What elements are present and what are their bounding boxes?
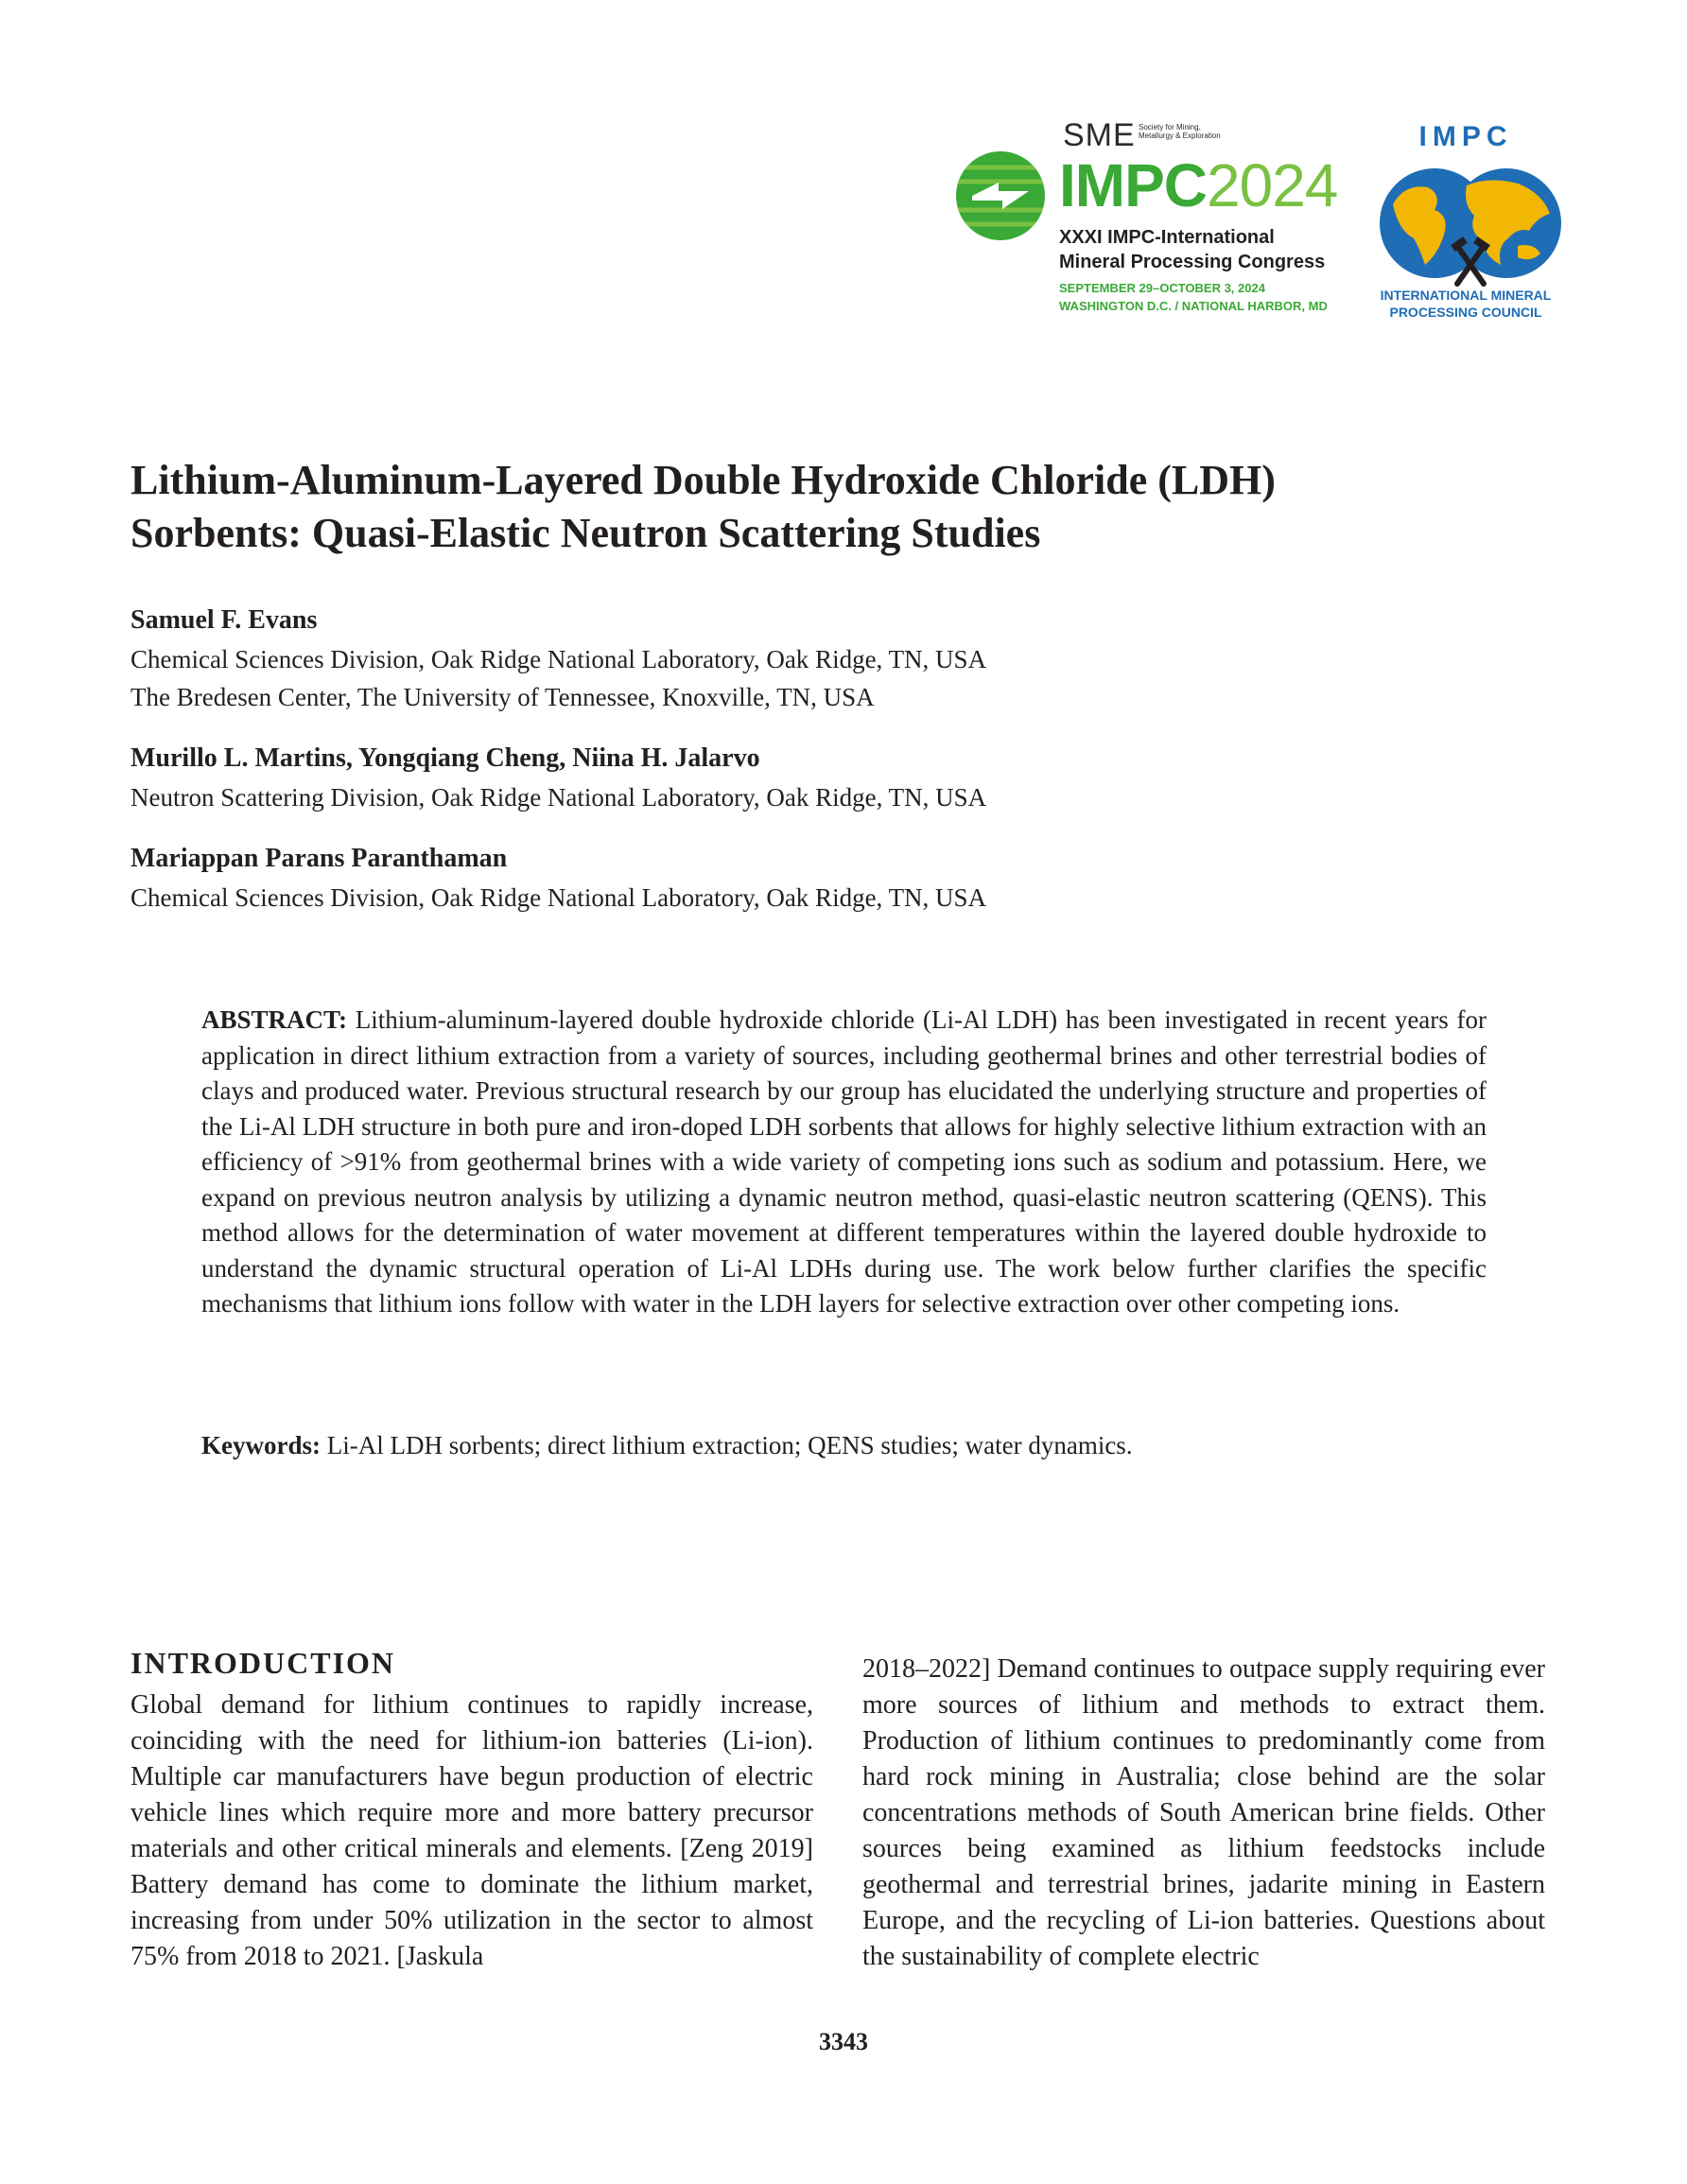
keywords-label: Keywords: xyxy=(201,1431,321,1459)
congress-dates: SEPTEMBER 29–OCTOBER 3, 2024 xyxy=(1059,281,1265,295)
sme-logo-text: SME xyxy=(1063,117,1136,153)
author-group-2-affiliation-1: Neutron Scattering Division, Oak Ridge National Laboratory, Oak Ridge, TN, USA xyxy=(130,783,987,812)
author-group-3-names: Mariappan Parans Paranthaman xyxy=(130,844,508,873)
congress-line-1: XXXI IMPC-International xyxy=(1059,227,1275,248)
introduction-right-column: 2018–2022] Demand continues to outpace supply requiring ever more sources of lithium and methods to extract them. Production of lithium continues to predominantly come from hard rock mining in Australia; close behind are the solar concentrations methods of South American brine fields. Other sources being examined as lithium feedstocks include geothermal and terrestrial brines, jadarite mining in Eastern Europe, and the recycling of Li-ion batteries. Questions about the sustainability of complete electric xyxy=(862,1654,1545,1971)
impc-year: 2024 xyxy=(1207,151,1338,219)
introduction-left-column: Global demand for lithium continues to rapidly increase, coinciding with the need for lithium-ion batteries (Li-ion). Multiple car manufacturers have begun production of electric vehicle lines which require more and more battery precursor materials and other critical minerals and elements. [Zeng 2019] Battery demand has come to dominate the lithium market, increasing from under 50% utilization in the sector to almost 75% from 2018 to 2021. [Jaskula xyxy=(130,1690,813,1971)
author-group-1-affiliation-2: The Bredesen Center, The University of Tennessee, Knoxville, TN, USA xyxy=(130,683,875,711)
author-group-2-names: Murillo L. Martins, Yongqiang Cheng, Niina H. Jalarvo xyxy=(130,743,760,773)
author-group-1-names: Samuel F. Evans xyxy=(130,605,318,635)
author-group-1-affiliation-1: Chemical Sciences Division, Oak Ridge National Laboratory, Oak Ridge, TN, USA xyxy=(130,645,987,673)
impc2024-logo xyxy=(953,114,1341,331)
council-name-line-2: PROCESSING COUNCIL xyxy=(1389,305,1542,320)
sme-tagline: Society for Mining, Metallurgy & Exploration xyxy=(1139,123,1221,140)
congress-line-2: Mineral Processing Congress xyxy=(1059,252,1326,272)
world-globe-icon xyxy=(1376,155,1565,297)
title-line-1: Lithium-Aluminum-Layered Double Hydroxide Chloride (LDH) xyxy=(130,457,1276,503)
council-name-line-1: INTERNATIONAL MINERAL xyxy=(1380,288,1552,303)
keywords xyxy=(201,1428,1487,1464)
abstract xyxy=(201,1003,1487,1322)
paper-title xyxy=(130,454,1549,560)
impc2024-wordmark xyxy=(1059,151,1337,219)
keywords-text: Li-Al LDH sorbents; direct lithium extraction; QENS studies; water dynamics. xyxy=(326,1431,1133,1459)
title-line-2: Sorbents: Quasi-Elastic Neutron Scattering Studies xyxy=(130,510,1041,556)
impc-council-logo xyxy=(1362,121,1570,329)
congress-location: WASHINGTON D.C. / NATIONAL HARBOR, MD xyxy=(1059,299,1328,313)
council-title: IMPC xyxy=(1418,121,1513,152)
impc-word: IMPC xyxy=(1059,151,1207,219)
abstract-label: ABSTRACT: xyxy=(201,1005,348,1034)
page-number: 3343 xyxy=(819,2028,868,2055)
author-group-3-affiliation-1: Chemical Sciences Division, Oak Ridge National Laboratory, Oak Ridge, TN, USA xyxy=(130,883,987,912)
abstract-text: Lithium-aluminum-layered double hydroxide chloride (Li-Al LDH) has been investigated in recent years for application in direct lithium extraction from a variety of sources, including geothermal brines and other terrestrial bodies of clays and produced water. Previous structural research by our group has elucidated the underlying structure and properties of the Li-Al LDH structure in both pure and iron-doped LDH sorbents that allows for highly selective lithium extraction with an efficiency of >91% from geothermal brines with a wide variety of competing ions such as sodium and potassium. Here, we expand on previous neutron analysis by utilizing a dynamic neutron method, quasi-elastic neutron scattering (QENS). This method allows for the determination of water movement at different temperatures within the layered double hydroxide to understand the dynamic structural operation of Li-Al LDHs during use. The work below further clarifies the specific mechanisms that lithium ions follow with water in the LDH layers for selective extraction over other competing ions. xyxy=(201,1005,1487,1318)
impc-globe-icon xyxy=(953,149,1048,243)
introduction-heading: INTRODUCTION xyxy=(130,1646,396,1680)
